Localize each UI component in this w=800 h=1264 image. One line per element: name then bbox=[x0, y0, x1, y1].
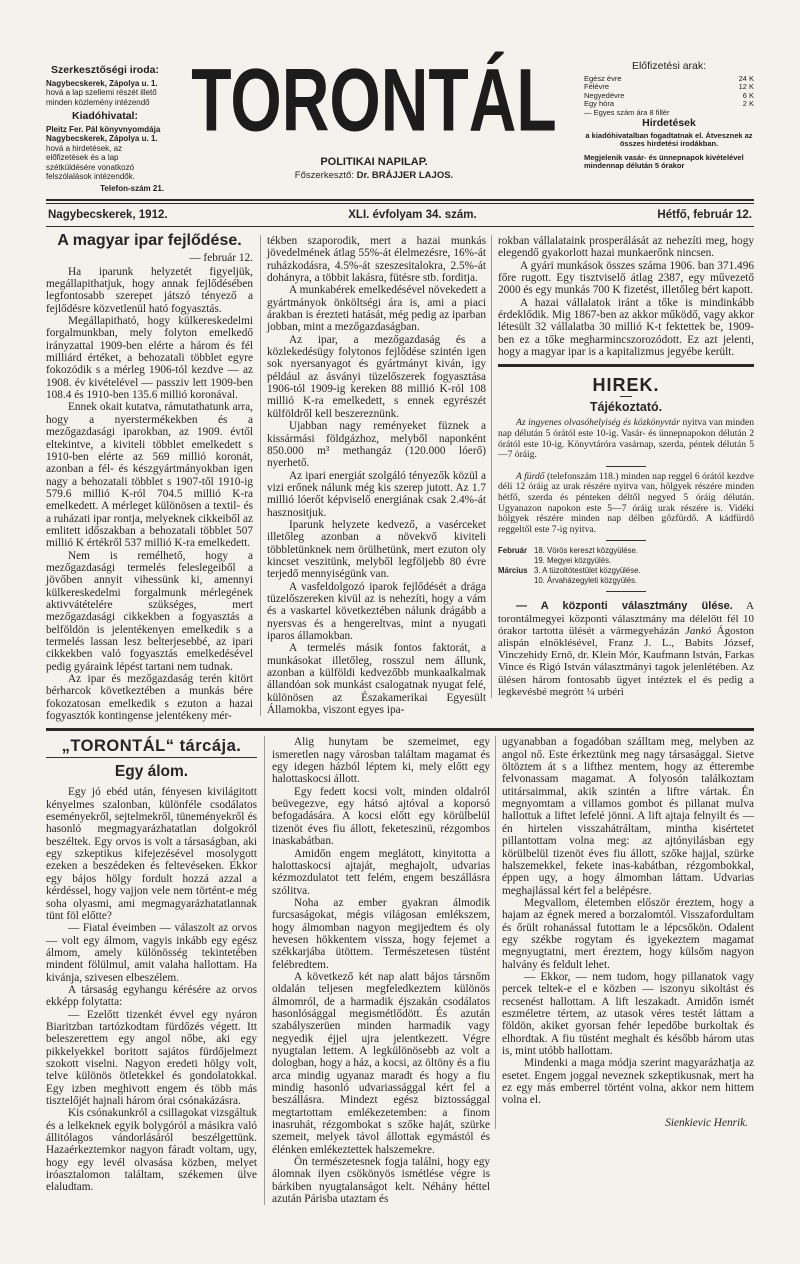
paragraph: — Ezelőtt tizenkét évvel egy nyáron Biaritzban tartózkodtam fürdőzés végett. Itt beleszerettem egy angol nőbe, aki egy pikkelyekkel boritott sajátos fürdőjelmezt szokott viselni. Nagyon eredeti hölgy volt, telve különös ötletekkel és gondolatokkal. Egy izben meghivott engem és több más tisztelőjét hajnali három órai csónakázásra. bbox=[46, 1008, 257, 1107]
lead-article-col1 bbox=[46, 232, 260, 723]
paragraph: Az ipar és mezőgazdaság terén kitört bérharcok következtében a munkás bére fokozatosan emelkedik s ezuton a hazai fogyasztók kontingense jelentékeny mér- bbox=[46, 673, 253, 723]
paragraph: Noha az ember gyakran álmodik furcsaságokat, mégis világosan emlékszem, hogy álmomban nagyon megijedtem és oly hevesen hökkentem vissza, hogy fejemet a székkarjába ütöttem. Természetesen tüstént felébredtem. bbox=[272, 896, 490, 971]
price-row: Egész évre 24 K bbox=[584, 73, 754, 83]
subscription-box bbox=[584, 60, 754, 171]
news-subheading: Tájékoztató. bbox=[589, 400, 663, 415]
feuilleton-heading: „TORONTÁL“ tárcája. bbox=[61, 737, 242, 756]
paragraph: A következő két nap alatt bájos társnőm oldalán teljesen megfeledkeztem különös álmomról, de a harmadik éjszakán csodálatos hasonlósággal megismétlődött. És azután szabályszerüen minden harmadik vagy negyedik éjjel ujra jelentkezett. Végre nyugtalan lettem. A legkülönösebb az volt a dologban, hogy a ház, a kocsi, az öltöny és a fiu arca mindig ugyanaz maradt és hogy a fiu mindig hasonló udvariassággal kért fel a beszállásra. Mindezt egész biztossággal megtartottam emlékezetemben: a finom inasruhát, rézgombokat s szőke haját, szürke szemeit, melyek távol állottak egymástól és élénken emlékeztettek halszemekre. bbox=[272, 970, 490, 1156]
author-signature: Sienkievic Henrik. bbox=[665, 1116, 748, 1129]
paragraph: A termelés másik fontos faktorát, a munkásokat illetőleg, rosszul nem állunk, azonban a külföldi kedvezőbb munkaalkalmak állandóan sok munkást csalogatnak nyugat felé, különösen az Északamerikai Egyesült Államokba, viszont egyes ipa- bbox=[267, 642, 486, 717]
divider bbox=[606, 466, 646, 467]
news-heading: HIREK. bbox=[592, 375, 660, 396]
publisher-address: Pleitz Fer. Pál könyvnyomdája Nagybecskerek, Zápolya u. 1. bbox=[46, 124, 161, 143]
masthead-title-block bbox=[174, 49, 574, 150]
event-calendar bbox=[498, 546, 754, 586]
section-rule bbox=[498, 364, 754, 367]
paragraph: Nem is remélhető, hogy a mezőgazdasági termelés feleslegeiből a jövőben annyit vihessünk ki, amennyi külkereskedelmi forgalmunk mérlegének aktivvátételére szükséges, mert mezőgazdasági cikkekben a fogyasztás a belföldön is jelentékenyen emelkedik s a termelés lassan lesz belterjesebbé, az ipari cikkekben való fogyasztás emelkedésével pedig gyáraink lépést tartani nem tudnak. bbox=[46, 549, 253, 673]
ads-heading: Hirdetések bbox=[642, 117, 696, 129]
divider bbox=[620, 396, 632, 397]
price-row: Félévre 12 K bbox=[584, 82, 754, 91]
issue-number: XLI. évfolyam 34. szám. bbox=[348, 209, 477, 221]
single-issue-price: — Egyes szám ára 8 fillér bbox=[584, 107, 670, 117]
news-item: — A központi választmány ülése. A torontálmegyei központi választmány ma délelőtt fél 10 órakor tartotta ülését a vármegyeházán Jankó Ágoston alispán elnöklésével, Franz J. L., Babits József, Vinczehidy Ernő, dr. Klein Mór, Kaufmann István, Farkas Vince és Rigó István választmányi tagok jelenlétében. Az ülésen három fontosabb ügyet intéztek el és pedig a legkevésbé megrótt ¼ urbéri bbox=[498, 600, 755, 698]
header-rule bbox=[46, 199, 754, 201]
price-row: Egy hóra 2 K bbox=[584, 99, 754, 108]
paragraph: rokban vállalataink prosperálását az nehezíti meg, hogy elegendő gyakorlott hazai munkaerőnk nincsen. bbox=[498, 235, 754, 260]
publication-schedule: Megjelenik vasár- és ünnepnapok kivételével mindennap délután 5 órakor bbox=[584, 152, 744, 170]
paragraph: Ha iparunk helyzetét figyeljük, megállapithatjuk, hogy annak fejlődésében legfontosabb szerepet játszó tényező a fejlődésre közvetlenül ható fogyasztás. bbox=[46, 265, 253, 315]
paragraph: A társaság egyhangu kérésére az orvos ekképp folytatta: bbox=[46, 983, 257, 1009]
calendar-entry: 10. Árvaházegyleti közgyülés. bbox=[534, 576, 638, 586]
divider bbox=[606, 591, 646, 592]
prices-heading: Előfizetési arak: bbox=[631, 60, 707, 72]
paragraph: Alig hunytam be szemeimet, egy ismeretlen nagy városban találtam magamat és egy idegen házból léptem ki, mely előtt egy halottaskocsi állott. bbox=[272, 736, 490, 786]
story-title: Egy álom. bbox=[114, 763, 189, 781]
header bbox=[46, 49, 754, 193]
calendar-entry: Március 3. A tüzoltótestület közgyülése. bbox=[498, 566, 641, 576]
editorial-office-box bbox=[46, 64, 164, 193]
paragraph: A gyári munkások összes száma 1906. ban 371.496 főre rugott. Egy tisztviselő átlag 2387, egy művezető 2000 és egy munkás 700 K fizetést, illetőleg bért kapott. bbox=[498, 259, 754, 297]
masthead-subtitle-block bbox=[174, 156, 574, 181]
editor-line bbox=[174, 170, 574, 181]
phone-number: Telefon-szám 21. bbox=[100, 183, 164, 193]
paragraph: tékben szaporodik, mert a hazai munkás jövedelmének átlag 55%-át élelmezésre, 16%-át ruházkodásra, 4.5%-át szeszesitalokra, 2.5%-át dohányra, a többit lakásra, fütésre stb. forditja. bbox=[267, 235, 486, 285]
paragraph: A vasfeldolgozó iparok fejlődését a drága tüzelőszereken kivül az is nehezíti, hogy a vám és a vaskartel következtében nálunk drágább a nyersvas és a hengereltvas, mint a nyugati iparos államokban. bbox=[267, 580, 486, 642]
lead-article-col3 bbox=[498, 235, 754, 358]
feuilleton-col2 bbox=[264, 736, 495, 1205]
publisher-note: hová a hirdetések, az előfizetések és a lap szétküldésére vonatkozó felszólalások intézendők. bbox=[46, 143, 135, 181]
dateline bbox=[46, 204, 754, 226]
publisher-heading: Kiadóhivatal: bbox=[72, 110, 138, 122]
place-year: Nagybecskerek, 1912. bbox=[48, 209, 168, 221]
paragraph: Egy jó ebéd után, fényesen kivilágitott kényelmes szalonban, különféle csodálatos eseményekről, sejtelmekről, tüneményekről és hasonló megmagyarázhatatlan dolgokról beszéltek. Egy orvos is volt a társaságban, aki egy szkeptikus kifejezésével mosolygott ezeken a beszédeken és feltevéseken. Ekkor egy bájos hölgy fordult hozzá azzal a kérdéssel, hogy vajjon vele nem történt-e még soha olyasmi, ami megmagyarázhatatlannak tünt föl előtte? bbox=[46, 786, 257, 922]
paragraph: — Ekkor, — nem tudom, hogy pillanatok vagy percek teltek-e el e közben — iszonyu sikoltást és recsenést hallottam. A lift leszakadt. Amidőn ismét eszméletre tértem, az utasok véres testét láttam a földön, akiket gyorsan fehér lepedőbe burkoltak és elhordtak. A fiu tüstént meghalt és később három utas is, mint utóbb hallottam. bbox=[502, 970, 754, 1057]
calendar-entry: Február 18. Vörös kereszt közgyülése. bbox=[498, 546, 639, 556]
paragraph: A munkabérek emelkedésével növekedett a gyártmányok önköltségi ára is, ami a piaci árakban is érezteti hatását, még pedig az iparban jobban, mint a mezőgazdaságban. bbox=[267, 284, 486, 334]
feuilleton-col1 bbox=[46, 736, 264, 1193]
paragraph: Egy fedett kocsi volt, minden oldalról beüvegezve, egy hátsó ajtóval a koporsó befogadására. A kocsi előtt egy körülbelül tizenöt éves fiu állott, feketeszinü, rézgombos inaskabátban. bbox=[272, 785, 490, 848]
feuilleton-section bbox=[46, 736, 754, 1205]
ads-note: a kiadóhivatalban fogadtatnak el. Átvesznek az összes hirdetési irodákban. bbox=[585, 130, 753, 148]
feuilleton-col3 bbox=[495, 736, 754, 1129]
newspaper-title: TORONTÁL bbox=[191, 49, 557, 150]
paragraph: Amidőn engem meglátott, kinyitotta a halottaskocsi ajtaját, meghajolt, udvarias kézmozdulatot tett felém, engem beszállásra szólitva. bbox=[272, 847, 490, 897]
price-list bbox=[584, 75, 754, 118]
paragraph: Mindenki a maga módja szerint magyarázhatja az esetet. Engem joggal neveznek szkeptikusnak, mert ha ez egy más emberrel történt volna, akkor nem hittem volna el. bbox=[502, 1057, 754, 1107]
office-note: hová a lap szellemi részét illető minden közlemény intézendő bbox=[46, 88, 157, 107]
paragraph: Kis csónakunkról a csillagokat vizsgáltuk és a lelkeknek egyik bolygóról a másikra való állitólagos vándorlásáról beszélgettünk. Hazaérkeztemkor nagyon fáradt voltam, ugy, hogy egy levél olvasása közben, melyet iróasztalomon találtam, székemen ülve elaludtam. bbox=[46, 1107, 257, 1194]
editor-name: Dr. BRÁJJER LAJOS. bbox=[356, 170, 454, 181]
library-notice: Az ingyenes olvasóhelyiség és közkönyvtár nyitva van minden nap délután 5 órától este 10-ig. Vasár- és ünnepnapokon délután 2 órától este 10-ig. Könyvtáróra vasárnap, szerda, péntek délután 5—7 óráig. bbox=[498, 417, 755, 461]
paragraph: Ön természetesnek fogja találni, hogy egy álomnak ilyen csökönyös ismétlése végre is bárkiben nyugtalanságot kelt. Néhány héttel azután Párisba utaztam és bbox=[272, 1156, 490, 1206]
paragraph: Megvallom, életemben először éreztem, hogy a hajam az égnek mered a borzalomtól. Visszafordultam és őrült rohanással futottam le a lépcsőkön. Odalent egy székbe rogytam és igyekeztem magamat megnyugtatni, mert éreztem, hogy külsőm nagyon halvány és feldult lehet. bbox=[502, 896, 754, 971]
lead-article-title: A magyar ipar fejlődése. bbox=[57, 232, 242, 249]
top-section bbox=[46, 232, 755, 723]
paragraph: Ennek okait kutatva, rámutathatunk arra, hogy a nyerstermékekben és a mezőgazdasági iparokban, az 1909. évtől eltekintve, a kiviteli többlet emelkedett s 1910-ben elérte az 569 millió koronát, azonban a fél- és készgyártmányokban igen nagy a behozatali többlet s 1907-től 1910-ig 579.6 millió K-ról 704.5 millió K-ra emelkedett. A mérleget különösen a textil- és a ruházati ipar rontja, melyeknek cikkeiből az emlitett időszakban a behozatali többlet 507 millió K értékről 537 millió K-ra emelkedett. bbox=[46, 401, 253, 550]
paragraph: Ujabban nagy reményeket füznek a kissármási földgázhoz, melyből naponként 850.000 m³ methangáz (120.000 lóerő) nyerhető. bbox=[267, 420, 486, 470]
paragraph: A hazai vállalatok iránt a tőke is mindinkább érdeklődik. Mig 1867-ben az akkor működő, vagy akkor létesült 32 vállalatba 30 millió K-t fektettek be, 1909-ben ez a tőke megharmincszorozódott. Ez azt jelenti, hogy a magyar ipar is a kapitalizmus jegyébe került. bbox=[498, 296, 754, 359]
divider bbox=[46, 757, 257, 758]
calendar-entry: 19. Megyei közgyülés. bbox=[534, 556, 612, 566]
feuilleton-rule bbox=[46, 728, 754, 731]
lead-article-dateline: — február 12. bbox=[189, 252, 253, 265]
paragraph: — Fiatal éveimben — válaszolt az orvos — volt egy álmom, vagyis inkább egy egész álmom, amely különösség tekintetében mindent fölülmul, amit valaha hallottam. Ha kivánja, szivesen elbeszélem. bbox=[46, 922, 257, 984]
office-address: Nagybecskerek, Zápolya u. 1. bbox=[46, 78, 158, 88]
paragraph: Az ipari energiát szolgáló tényezők közül a vizi erőnek nálunk még kis szerep jutott. Az 1.7 millió lóerőt képviselő energiának csak 2.4%-át hasznositjuk. bbox=[267, 469, 486, 519]
lead-article-col2 bbox=[260, 235, 491, 716]
paragraph: Iparunk helyzete kedvező, a vasérceket illetőleg azonban a növekvő kiviteli többletünknek nem örülhetünk, mert ezuton oly kincset veszitünk, melyből legföljebb 80 évre terjedő mennyiségünk van. bbox=[267, 518, 486, 581]
issue-date: Hétfő, február 12. bbox=[657, 209, 752, 221]
office-heading: Szerkesztőségi iroda: bbox=[51, 64, 159, 76]
editor-label: Főszerkesztő: bbox=[294, 170, 354, 181]
masthead bbox=[174, 49, 574, 181]
divider bbox=[606, 540, 646, 541]
paragraph: ugyanabban a fogadóban szálltam meg, melyben az angol nő. Este érkeztünk meg nagy társasággal. Sietve öltöztem át s a lifthez mentem, hogy az étterembe felvonassam magamat. A folyosón találkoztam utitársaimmal, akik szintén a liftre vártak. Én megnyomtam a villamos gombot és pillanat mulva hallottuk a liftet lefelé jönni. A lift ajtaja felnyilt és — én hirtelen visszahátráltam, mintha kisértetet pillantottam volna meg: az ajtónyilásban egy körülbelül tizenöt éves fiu állott, szőke hajjal, szürke halszemekkel, fekete inas-kabátban, rézgombokkal, éppen ugy, a hogy álmomban láttam. Udvarias meghajlással kért fel a belépésre. bbox=[502, 736, 754, 897]
news-column bbox=[498, 375, 754, 698]
dateline-rule bbox=[46, 226, 754, 227]
paragraph: Megállapitható, hogy külkereskedelmi forgalmunkban, mely folyton emelkedő irányzattal 1909-ben elérte a három és fél milliárd értéket, a behozatali többlet egyre fokozódik s a mérleg 1906-tól kezdve — az 1908. év kivételével — passziv lett 1909-ben 108.4 és 1910-ben 135.6 millió koronával. bbox=[46, 315, 253, 402]
paragraph: Az ipar, a mezőgazdaság és a közlekedésügy folytonos fejlődése szintén igen sok nyersanyagot és gyártmányt kiván, igy például az ásványi tüzelőszerek fogyasztása 1906-tól 1909-ig kereken 88 millió K-ról 108 millió K-ra emelkedett, s ennek egyrészét külföldről kell beszereznünk. bbox=[267, 333, 486, 420]
right-column bbox=[491, 235, 754, 698]
bath-notice: A fürdő (telefonszám 118.) minden nap reggel 6 órától kezdve déli 12 óráig az urak részére nyitva van, hölgyek részére minden hétfő, szerda és pénteken déltől negyed 5 óráig délután. Ugyanazon napokon este 5—7 óráig urak részére is. Vidéki hölgyek részére minden nap délben gőzfürdő. A kádfürdő reggeltől este 7-ig nyitva. bbox=[498, 470, 754, 535]
newspaper-subtitle: POLITIKAI NAPILAP. bbox=[320, 156, 428, 168]
price-row: Negyedévre 6 K bbox=[584, 90, 754, 100]
